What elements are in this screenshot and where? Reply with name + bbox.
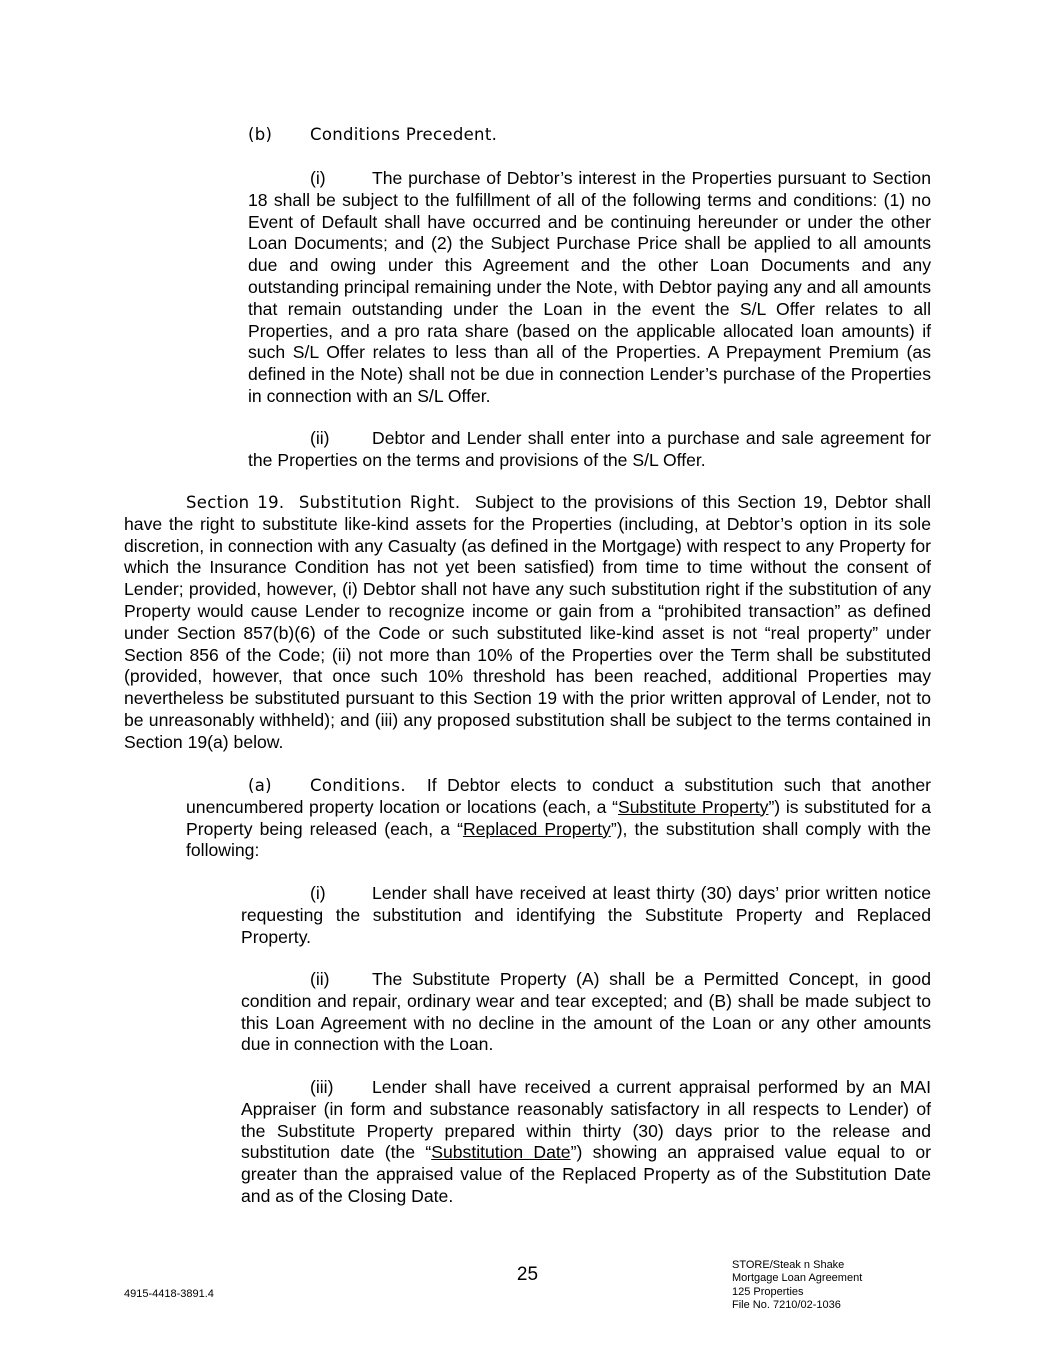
page-number: 25 bbox=[516, 1264, 539, 1285]
section-a-ii-text: The Substitute Property (A) shall be a Permitted Concept, in good condition and repair, ordinary wear and tear excepted; and (B) shall be made subject to this Loan Agreement with no decline in the amount of the Loan or any other amounts due in connection with the Loan. bbox=[241, 969, 931, 1055]
section-a-text-1: If Debtor elects to conduct a substitution such that another unencumbered property location or locations (each, a “ bbox=[186, 775, 931, 817]
footer-line: Mortgage Loan Agreement bbox=[732, 1272, 863, 1285]
footer-line: File No. 7210/02-1036 bbox=[732, 1299, 841, 1312]
section-a-text-2: ”) is substituted for a Property being released (each, a “ bbox=[186, 796, 932, 839]
section-a-iii-text-1: Lender shall have received a current appraisal performed by an MAI Appraiser (in form and substance reasonably satisfactory in all respects to Lender) of the Substitute Property prepared within thirty (30) days prior to the release and substitution date (the “ bbox=[241, 1077, 931, 1163]
section-a-text-3: ”), the substitution shall comply with the following: bbox=[186, 818, 931, 861]
defined-term-replaced-property: Replaced Property bbox=[462, 818, 611, 839]
section-a-title: Conditions. bbox=[310, 776, 406, 795]
section-a-ii-number: (ii) bbox=[310, 969, 330, 989]
section-a-i-text: Lender shall have received at least thirty (30) days’ prior written notice requesting the substitution and identifying the Substitute Property and Replaced Property. bbox=[241, 883, 931, 947]
document-id: 4915-4418-3891.4 bbox=[124, 1288, 214, 1300]
section-19-paragraph bbox=[124, 492, 931, 754]
section-b-number: (b) bbox=[248, 125, 273, 144]
footer-line: STORE/Steak n Shake bbox=[732, 1259, 845, 1271]
defined-term-substitute-property: Substitute Property bbox=[618, 796, 769, 817]
section-b-i-text: The purchase of Debtor’s interest in the Properties pursuant to Section 18 shall be subject to the fulfillment of all of the following terms and conditions: (1) no Event of Default shall have occurred and be continuing hereunder or under the other Loan Documents; and (2) the Subject Purchase Price shall be applied to all amounts due and owing under this Agreement and the other Loan Documents and any outstanding principal remaining under the Note, with Debtor paying any and all amounts that remain outstanding under the Loan in the event the S/L Offer relates to all Properties, and a pro rata share (based on the applicable allocated loan amounts) if such S/L Offer relates to less than all of the Properties. A Prepayment Premium (as defined in the Note) shall not be due in connection Lender’s purchase of the Properties in connection with an S/L Offer. bbox=[248, 168, 931, 406]
section-19-text: Subject to the provisions of this Section 19, Debtor shall have the right to substitute like-kind assets for the Properties (including, at Debtor’s option in its sole discretion, in connection with any Casualty (as defined in the Mortgage) with respect to any Property for which the Insurance Condition has not yet been satisfied) from time to time without the consent of Lender; provided, however, (i) Debtor shall not have any such substitution right if the substitution of any Property would cause Lender to recognize income or gain from a “prohibited transaction” as defined under Section 857(b)(6) of the Code or such substituted like-kind asset is not “real property” under Section 856 of the Code; (ii) not more than 10% of the Properties over the Term shall be substituted (provided, however, that once such 10% threshold has been reached, additional Properties may nevertheless be substituted pursuant to this Section 19 with the prior written approval of Lender, not to be unreasonably withheld); and (iii) any proposed substitution shall be subject to the terms contained in Section 19(a) below. bbox=[124, 492, 931, 752]
section-a-number: (a) bbox=[248, 776, 272, 795]
section-19-title: Substitution Right. bbox=[298, 493, 461, 512]
section-b-title: Conditions Precedent. bbox=[310, 125, 498, 144]
section-a-iii-text-2: ”) showing an appraised value equal to or greater than the appraised value of the Replaced Property as of the Substitution Date and as of the Closing Date. bbox=[241, 1142, 931, 1206]
footer-line: 125 Properties bbox=[732, 1285, 804, 1298]
section-b-heading bbox=[248, 124, 931, 146]
footer-document-info bbox=[732, 1259, 862, 1313]
section-b-ii-number: (ii) bbox=[310, 428, 330, 448]
section-a-ii-paragraph bbox=[241, 969, 931, 1056]
section-a-iii-number: (iii) bbox=[310, 1077, 334, 1097]
section-a-i-paragraph bbox=[241, 883, 931, 948]
section-19-label: Section 19. bbox=[186, 493, 285, 512]
section-b-i-paragraph bbox=[248, 168, 931, 408]
section-b-ii-text: Debtor and Lender shall enter into a purchase and sale agreement for the Properties on the terms and provisions of the S/L Offer. bbox=[248, 428, 931, 470]
section-a-iii-paragraph bbox=[241, 1077, 931, 1208]
section-a-paragraph bbox=[186, 775, 931, 862]
defined-term-substitution-date: Substitution Date bbox=[431, 1142, 571, 1163]
section-a-i-number: (i) bbox=[310, 883, 326, 903]
section-b-ii-paragraph bbox=[248, 428, 931, 472]
section-b-i-number: (i) bbox=[310, 168, 326, 188]
